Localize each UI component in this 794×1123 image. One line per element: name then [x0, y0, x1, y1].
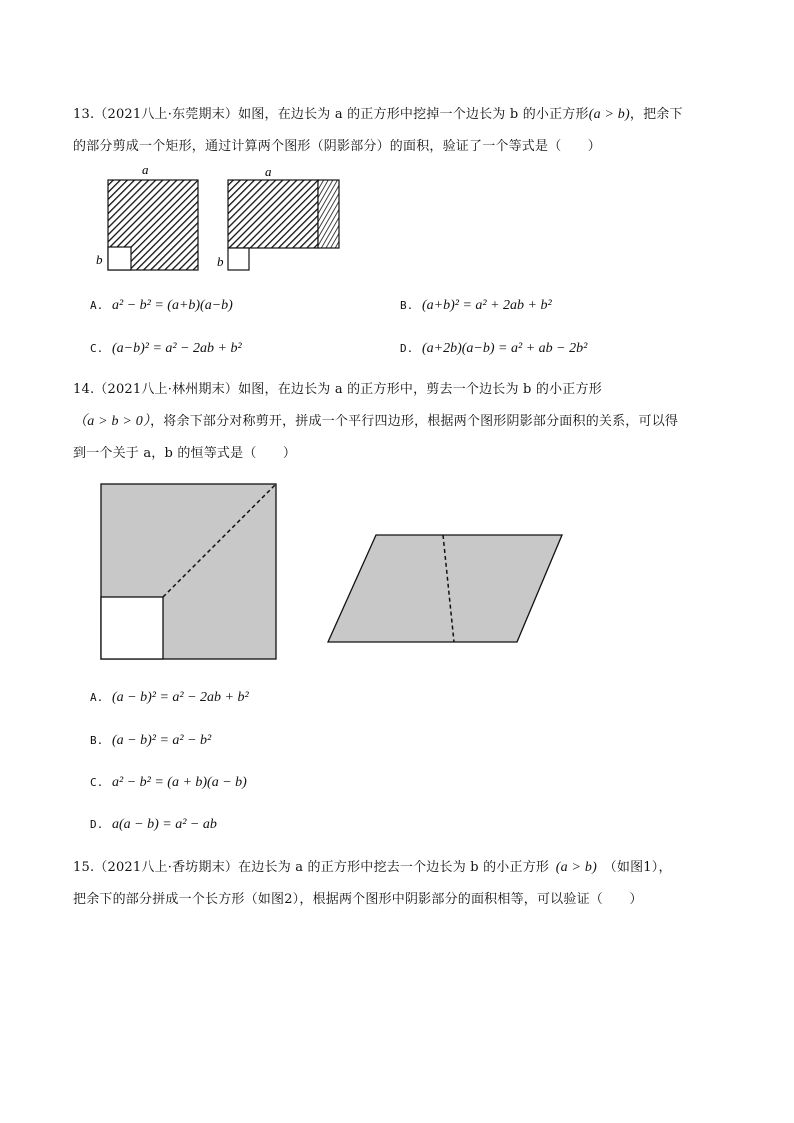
q13-option-d[interactable] — [400, 341, 587, 357]
q15-text-line2: 把余下的部分拼成一个长方形（如图2），根据两个图形中阴影部分的面积相等，可以验证（ ） — [73, 892, 643, 907]
q13-fig2-label-b: b — [217, 254, 224, 269]
q13-option-c-label: C. — [90, 342, 104, 355]
q15-line1-math: (a > b) — [555, 860, 597, 875]
q14-figure-square — [100, 483, 280, 663]
q13-option-b-label: B. — [400, 299, 414, 312]
q14-option-d[interactable] — [90, 817, 217, 833]
q14-option-a-label: A. — [90, 691, 104, 704]
q14-option-b-label: B. — [90, 734, 104, 747]
q14-text-line3: 到一个关于 a，b 的恒等式是（ ） — [73, 446, 297, 461]
q13-option-b[interactable] — [400, 298, 552, 314]
q14-option-a-text: (a − b)² = a² − 2ab + b² — [112, 690, 249, 705]
q14-option-c[interactable] — [90, 775, 247, 791]
q15-text-line1 — [73, 856, 672, 876]
q13-line1-pre: 13.（2021八上·东莞期末）如图，在边长为 a 的正方形中挖掉一个边长为 b 的小正方形 — [73, 107, 589, 122]
q13-figure-rect — [210, 160, 345, 275]
q13-option-a-label: A. — [90, 299, 104, 312]
q14-option-c-label: C. — [90, 776, 104, 789]
q14-option-d-label: D. — [90, 818, 104, 831]
q13-option-a-text: a² − b² = (a+b)(a−b) — [112, 298, 233, 313]
q14-option-d-text: a(a − b) = a² − ab — [112, 817, 217, 832]
q13-option-a[interactable] — [90, 298, 233, 314]
q13-option-c[interactable] — [90, 341, 242, 357]
q13-line1-post: ，把余下 — [629, 107, 683, 122]
q13-line1-math: (a > b) — [588, 107, 630, 122]
q13-option-d-label: D. — [400, 342, 414, 355]
q13-figure-square — [90, 160, 210, 275]
q15-line1-post: （如图1）， — [603, 860, 672, 875]
q14-text-line2 — [73, 410, 678, 430]
q13-text-line2: 的部分剪成一个矩形，通过计算两个图形（阴影部分）的面积，验证了一个等式是（ ） — [73, 139, 602, 154]
q14-line2-post: ，将余下部分对称剪开，拼成一个平行四边形，根据两个图形阴影部分面积的关系，可以得 — [150, 414, 679, 429]
q14-option-b[interactable] — [90, 733, 211, 749]
q14-line2-math: （a > b > 0） — [73, 414, 151, 429]
q14-option-b-text: (a − b)² = a² − b² — [112, 733, 212, 748]
q14-option-c-text: a² − b² = (a + b)(a − b) — [112, 775, 247, 790]
q13-fig1-label-a: a — [142, 162, 149, 177]
q14-text-line1: 14.（2021八上·林州期末）如图，在边长为 a 的正方形中，剪去一个边长为 b 的小正方形 — [73, 382, 602, 397]
q13-option-c-text: (a−b)² = a² − 2ab + b² — [112, 341, 242, 356]
q13-option-b-text: (a+b)² = a² + 2ab + b² — [422, 298, 552, 313]
q13-option-d-text: (a+2b)(a−b) = a² + ab − 2b² — [422, 341, 588, 356]
q14-option-a[interactable] — [90, 690, 249, 706]
q13-fig2-label-a: a — [265, 164, 272, 179]
q15-line1-pre: 15.（2021八上·香坊期末）在边长为 a 的正方形中挖去一个边长为 b 的小正方形 — [73, 860, 550, 875]
q14-figure-parallelogram — [325, 530, 565, 645]
q13-fig1-label-b: b — [96, 252, 103, 267]
q13-text-line1 — [73, 103, 683, 123]
